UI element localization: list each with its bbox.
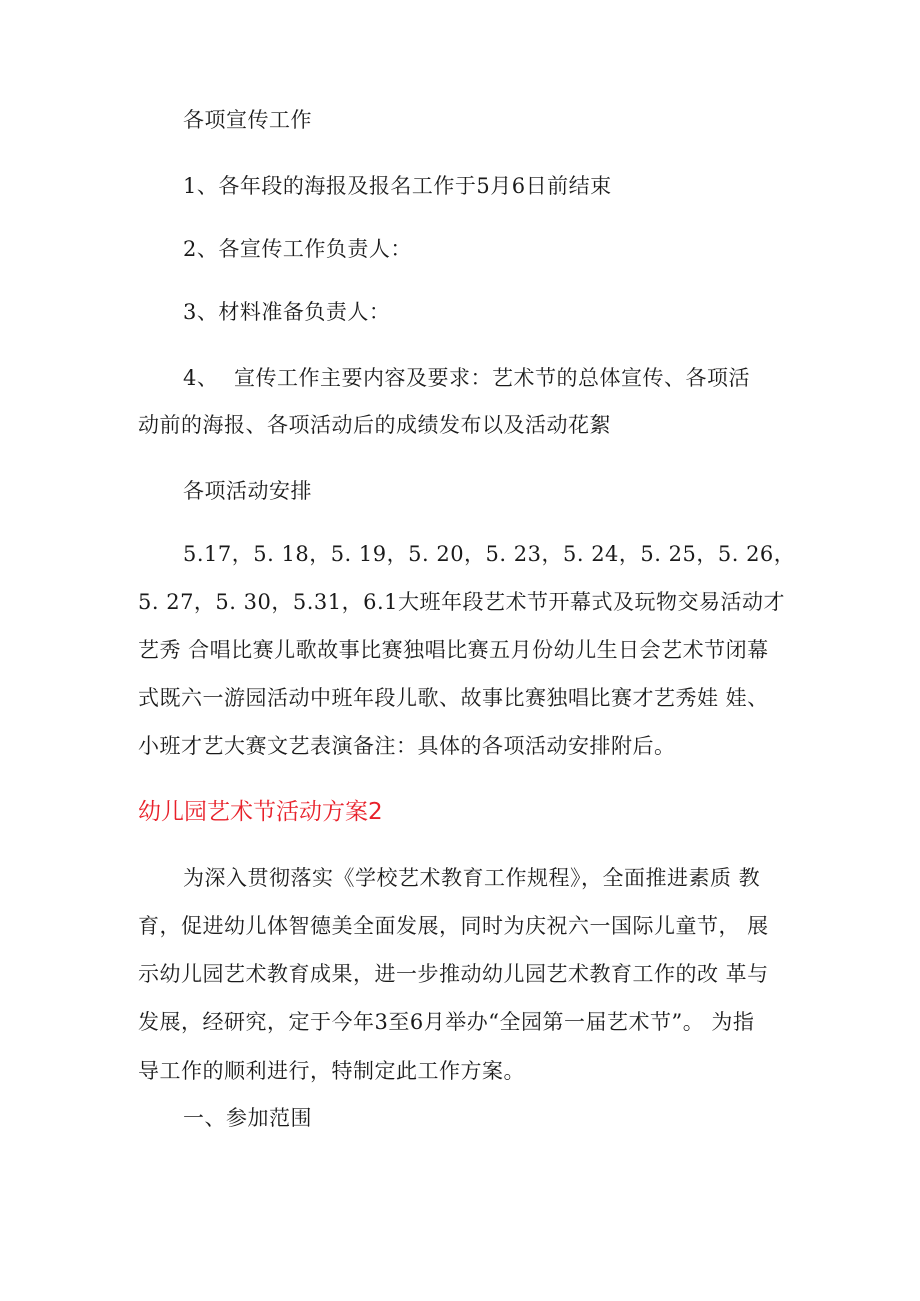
activities-line-3: 艺秀 合唱比赛儿歌故事比赛独唱比赛五月份幼儿生日会艺术节闭幕 [138,638,769,662]
plan-2-intro-line-2: 育，促进幼儿体智德美全面发展，同时为庆祝六一国际儿童节， 展 [138,914,769,938]
publicity-item-4-line-2: 动前的海报、各项活动后的成绩发布以及活动花絮 [138,413,611,437]
plan-2-intro-line-5: 导工作的顺利进行，特制定此工作方案。 [138,1059,525,1083]
activities-line-1: 5.17，5. 18，5. 19，5. 20，5. 23，5. 24，5. 25，5. 26， [183,542,796,566]
activities-line-5: 小班才艺大赛文艺表演备注：具体的各项活动安排附后。 [138,734,676,758]
publicity-item-1: 1、各年段的海报及报名工作于5月6日前结束 [183,174,612,198]
publicity-item-4-line-1: 宣传工作主要内容及要求：艺术节的总体宣传、各项活 [234,366,750,390]
scope-section-title: 一、参加范围 [183,1106,312,1130]
activities-line-2: 5. 27，5. 30，5.31，6.1大班年段艺术节开幕式及玩物交易活动才 [138,590,786,614]
plan-2-intro-line-4: 发展，经研究，定于今年3至6月举办“全园第一届艺术节”。 为指 [138,1010,755,1034]
plan-2-heading: 幼儿园艺术节活动方案2 [138,799,383,825]
publicity-item-2: 2、各宣传工作负责人： [183,237,412,261]
activities-line-4: 式既六一游园活动中班年段儿歌、故事比赛独唱比赛才艺秀娃 娃、 [138,686,769,710]
plan-2-intro-line-3: 示幼儿园艺术教育成果，进一步推动幼儿园艺术教育工作的改 革与 [138,962,769,986]
publicity-item-4-number: 4、 [183,366,219,390]
section-title-publicity: 各项宣传工作 [183,108,312,132]
publicity-item-3: 3、材料准备负责人： [183,300,391,324]
plan-2-intro-line-1: 为深入贯彻落实《学校艺术教育工作规程》，全面推进素质 教 [183,866,761,890]
section-title-activities: 各项活动安排 [183,479,312,503]
